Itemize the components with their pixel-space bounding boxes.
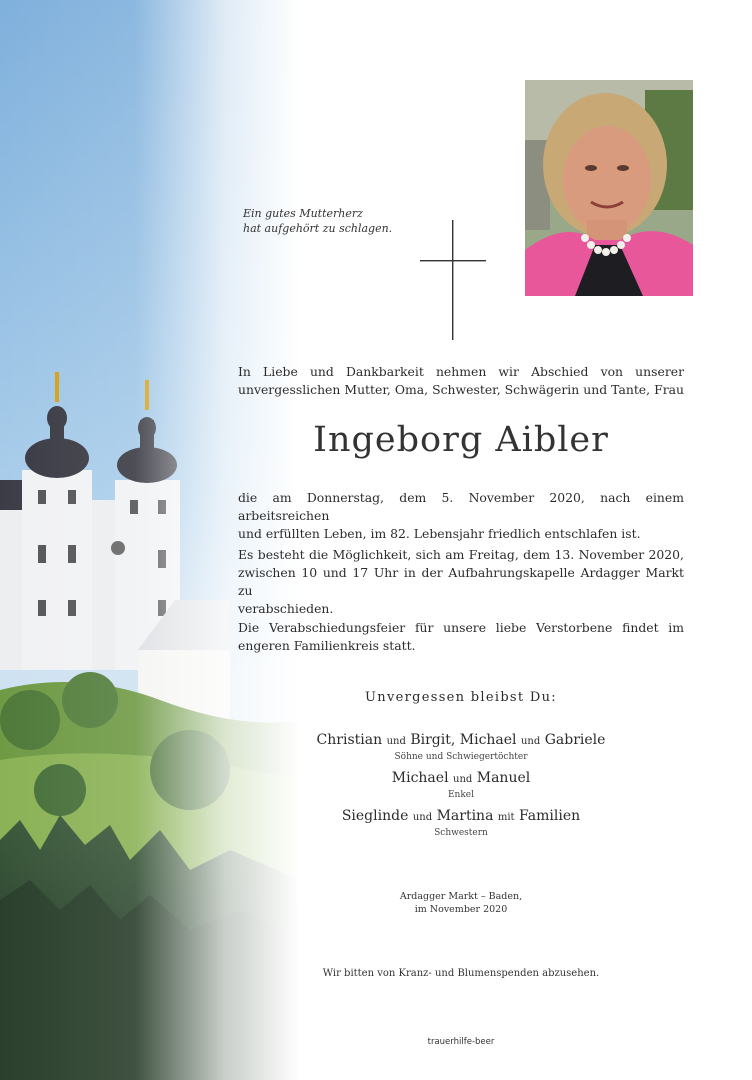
place-date bbox=[238, 890, 684, 916]
mourner-name: Manuel bbox=[476, 770, 531, 786]
paragraph-line: engeren Familienkreis statt. bbox=[238, 638, 416, 653]
connector: und bbox=[386, 736, 406, 747]
mourners-heading: Unvergessen bleibst Du: bbox=[365, 690, 557, 705]
quote bbox=[243, 206, 443, 236]
quote-line: Ein gutes Mutterherz bbox=[243, 207, 363, 220]
relation-label: Schwestern bbox=[434, 828, 488, 838]
publisher-footer: trauerhilfe-beer bbox=[427, 1037, 495, 1047]
mourner-name: Gabriele bbox=[544, 732, 606, 748]
paragraph-line: verabschieden. bbox=[238, 601, 334, 616]
paragraph-line: Es besteht die Möglichkeit, sich am Freitag, dem 13. November 2020, bbox=[238, 547, 684, 562]
mourner-name: Sieglinde bbox=[341, 808, 409, 824]
death-paragraph bbox=[238, 489, 684, 543]
intro-line: unvergesslichen Mutter, Oma, Schwester, Schwägerin und Tante, Frau bbox=[238, 382, 684, 397]
mourner-name: Martina bbox=[436, 808, 494, 824]
connector: und bbox=[520, 736, 541, 747]
intro-text bbox=[238, 363, 684, 399]
deceased-name: Ingeborg Aibler bbox=[313, 420, 609, 460]
place-line: Ardagger Markt – Baden, bbox=[399, 891, 523, 902]
mourner-name: Michael bbox=[391, 770, 449, 786]
mourner-name: Michael bbox=[459, 732, 517, 748]
donation-request: Wir bitten von Kranz- und Blumenspenden abzusehen. bbox=[322, 968, 600, 979]
mourner-name: Christian bbox=[316, 732, 383, 748]
portrait-photo bbox=[525, 80, 693, 296]
mourner-name: Familien bbox=[519, 808, 581, 824]
intro-line: In Liebe und Dankbarkeit nehmen wir Abschied von unserer bbox=[238, 364, 684, 379]
cross-icon bbox=[420, 220, 486, 340]
mourner-group-3 bbox=[238, 807, 684, 839]
paragraph-line: die am Donnerstag, dem 5. November 2020, nach einem arbeitsreichen bbox=[238, 490, 684, 523]
paragraph-line: zwischen 10 und 17 Uhr in der Aufbahrungskapelle Ardagger Markt zu bbox=[238, 565, 684, 598]
mourner-group-1 bbox=[238, 731, 684, 763]
connector: mit bbox=[497, 812, 515, 823]
ceremony-paragraph bbox=[238, 619, 684, 655]
connector: und bbox=[412, 812, 433, 823]
paragraph-line: und erfüllten Leben, im 82. Lebensjahr friedlich entschlafen ist. bbox=[238, 526, 641, 541]
date-line: im November 2020 bbox=[414, 904, 508, 915]
relation-label: Enkel bbox=[447, 790, 475, 800]
connector: und bbox=[453, 774, 473, 785]
relation-label: Söhne und Schwiegertöchter bbox=[394, 752, 528, 762]
mourner-name: Birgit, bbox=[410, 732, 456, 748]
mourner-group-2 bbox=[238, 769, 684, 801]
paragraph-line: Die Verabschiedungsfeier für unsere liebe Verstorbene findet im bbox=[238, 620, 684, 635]
viewing-paragraph bbox=[238, 546, 684, 618]
quote-line: hat aufgehört zu schlagen. bbox=[243, 222, 393, 235]
